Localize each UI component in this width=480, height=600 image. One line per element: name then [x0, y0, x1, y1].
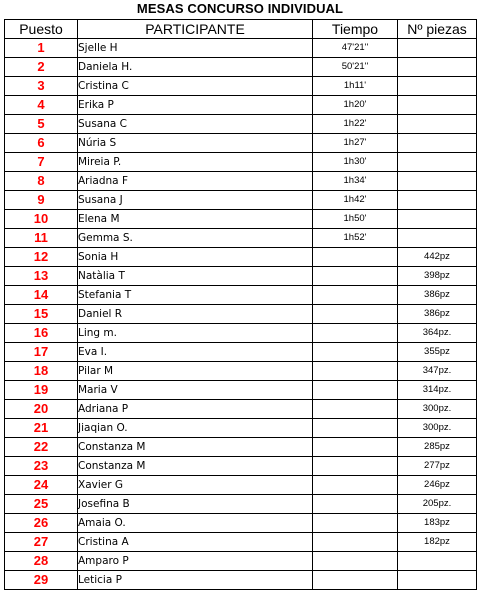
cell-participant: Daniela H. — [78, 58, 313, 77]
cell-position: 28 — [5, 552, 78, 571]
cell-time — [313, 248, 398, 267]
cell-pieces: 246pz — [398, 476, 477, 495]
cell-pieces — [398, 229, 477, 248]
cell-pieces — [398, 191, 477, 210]
cell-time: 50'21'' — [313, 58, 398, 77]
cell-pieces: 285pz — [398, 438, 477, 457]
cell-time: 1h34' — [313, 172, 398, 191]
cell-time: 47'21'' — [313, 39, 398, 58]
cell-time — [313, 305, 398, 324]
cell-position: 20 — [5, 400, 78, 419]
table-row — [5, 39, 477, 58]
cell-time — [313, 324, 398, 343]
cell-position: 4 — [5, 96, 78, 115]
table-row — [5, 400, 477, 419]
cell-participant: Adriana P — [78, 400, 313, 419]
cell-position: 21 — [5, 419, 78, 438]
cell-position: 11 — [5, 229, 78, 248]
cell-participant: Jiaqian O. — [78, 419, 313, 438]
cell-position: 27 — [5, 533, 78, 552]
table-row — [5, 362, 477, 381]
cell-pieces: 182pz — [398, 533, 477, 552]
cell-time: 1h30' — [313, 153, 398, 172]
table-row — [5, 191, 477, 210]
cell-position: 14 — [5, 286, 78, 305]
table-row — [5, 324, 477, 343]
cell-pieces — [398, 552, 477, 571]
cell-position: 18 — [5, 362, 78, 381]
cell-pieces: 300pz. — [398, 419, 477, 438]
table-row — [5, 210, 477, 229]
cell-participant: Gemma S. — [78, 229, 313, 248]
cell-participant: Leticia P — [78, 571, 313, 590]
cell-pieces — [398, 77, 477, 96]
cell-position: 25 — [5, 495, 78, 514]
cell-time — [313, 552, 398, 571]
table-row — [5, 172, 477, 191]
cell-position: 12 — [5, 248, 78, 267]
cell-position: 7 — [5, 153, 78, 172]
cell-participant: Núria S — [78, 134, 313, 153]
table-row — [5, 115, 477, 134]
table-row — [5, 286, 477, 305]
cell-time — [313, 381, 398, 400]
cell-pieces: 314pz. — [398, 381, 477, 400]
cell-pieces — [398, 58, 477, 77]
cell-position: 1 — [5, 39, 78, 58]
cell-time — [313, 438, 398, 457]
table-row — [5, 343, 477, 362]
cell-position: 29 — [5, 571, 78, 590]
cell-pieces: 300pz. — [398, 400, 477, 419]
cell-participant: Pilar M — [78, 362, 313, 381]
column-header-pieces: Nº piezas — [398, 20, 477, 39]
cell-time: 1h11' — [313, 77, 398, 96]
cell-participant: Cristina C — [78, 77, 313, 96]
cell-position: 15 — [5, 305, 78, 324]
table-row — [5, 58, 477, 77]
cell-pieces — [398, 39, 477, 58]
table-row — [5, 134, 477, 153]
cell-time — [313, 343, 398, 362]
column-header-participant: PARTICIPANTE — [78, 20, 313, 39]
table-row — [5, 552, 477, 571]
table-row — [5, 229, 477, 248]
cell-pieces — [398, 571, 477, 590]
cell-position: 2 — [5, 58, 78, 77]
cell-participant: Elena M — [78, 210, 313, 229]
cell-time: 1h50' — [313, 210, 398, 229]
cell-participant: Cristina A — [78, 533, 313, 552]
cell-time — [313, 571, 398, 590]
cell-pieces: 355pz — [398, 343, 477, 362]
cell-time — [313, 533, 398, 552]
cell-participant: Maria V — [78, 381, 313, 400]
cell-position: 6 — [5, 134, 78, 153]
cell-time — [313, 419, 398, 438]
table-row — [5, 248, 477, 267]
cell-time: 1h27' — [313, 134, 398, 153]
cell-pieces — [398, 115, 477, 134]
cell-pieces — [398, 210, 477, 229]
cell-time — [313, 476, 398, 495]
table-row — [5, 533, 477, 552]
cell-participant: Sjelle H — [78, 39, 313, 58]
cell-participant: Daniel R — [78, 305, 313, 324]
cell-position: 22 — [5, 438, 78, 457]
cell-participant: Amaia O. — [78, 514, 313, 533]
cell-time — [313, 514, 398, 533]
cell-pieces — [398, 153, 477, 172]
table-row — [5, 457, 477, 476]
cell-time: 1h22' — [313, 115, 398, 134]
cell-participant: Xavier G — [78, 476, 313, 495]
cell-position: 5 — [5, 115, 78, 134]
cell-participant: Sonia H — [78, 248, 313, 267]
table-row — [5, 495, 477, 514]
cell-time: 1h20' — [313, 96, 398, 115]
cell-participant: Susana C — [78, 115, 313, 134]
table-row — [5, 153, 477, 172]
cell-time: 1h52' — [313, 229, 398, 248]
cell-position: 8 — [5, 172, 78, 191]
table-row — [5, 305, 477, 324]
cell-pieces: 183pz — [398, 514, 477, 533]
cell-time — [313, 457, 398, 476]
cell-pieces: 442pz — [398, 248, 477, 267]
cell-time — [313, 286, 398, 305]
cell-participant: Constanza M — [78, 438, 313, 457]
table-row — [5, 96, 477, 115]
cell-participant: Susana J — [78, 191, 313, 210]
table-header-row — [5, 20, 477, 39]
column-header-time: Tiempo — [313, 20, 398, 39]
cell-time: 1h42' — [313, 191, 398, 210]
cell-time — [313, 495, 398, 514]
cell-position: 24 — [5, 476, 78, 495]
table-row — [5, 476, 477, 495]
cell-pieces: 347pz. — [398, 362, 477, 381]
cell-pieces: 386pz — [398, 286, 477, 305]
cell-participant: Constanza M — [78, 457, 313, 476]
cell-position: 10 — [5, 210, 78, 229]
cell-participant: Ariadna F — [78, 172, 313, 191]
cell-pieces: 398pz — [398, 267, 477, 286]
cell-position: 17 — [5, 343, 78, 362]
cell-position: 23 — [5, 457, 78, 476]
cell-time — [313, 267, 398, 286]
cell-pieces: 205pz. — [398, 495, 477, 514]
cell-pieces — [398, 96, 477, 115]
cell-pieces — [398, 172, 477, 191]
cell-position: 26 — [5, 514, 78, 533]
cell-time — [313, 400, 398, 419]
cell-participant: Josefina B — [78, 495, 313, 514]
table-row — [5, 419, 477, 438]
cell-participant: Eva I. — [78, 343, 313, 362]
results-table — [4, 19, 477, 590]
cell-participant: Mireia P. — [78, 153, 313, 172]
table-row — [5, 571, 477, 590]
cell-pieces: 364pz. — [398, 324, 477, 343]
cell-pieces — [398, 134, 477, 153]
cell-participant: Ling m. — [78, 324, 313, 343]
cell-participant: Stefania T — [78, 286, 313, 305]
cell-participant: Erika P — [78, 96, 313, 115]
column-header-position: Puesto — [5, 20, 78, 39]
table-row — [5, 267, 477, 286]
cell-pieces: 386pz — [398, 305, 477, 324]
cell-position: 13 — [5, 267, 78, 286]
cell-position: 19 — [5, 381, 78, 400]
table-row — [5, 514, 477, 533]
page-title: MESAS CONCURSO INDIVIDUAL — [136, 1, 344, 16]
cell-participant: Natàlia T — [78, 267, 313, 286]
table-row — [5, 77, 477, 96]
cell-position: 9 — [5, 191, 78, 210]
table-row — [5, 381, 477, 400]
cell-time — [313, 362, 398, 381]
cell-pieces: 277pz — [398, 457, 477, 476]
table-row — [5, 438, 477, 457]
cell-position: 16 — [5, 324, 78, 343]
cell-position: 3 — [5, 77, 78, 96]
cell-participant: Amparo P — [78, 552, 313, 571]
